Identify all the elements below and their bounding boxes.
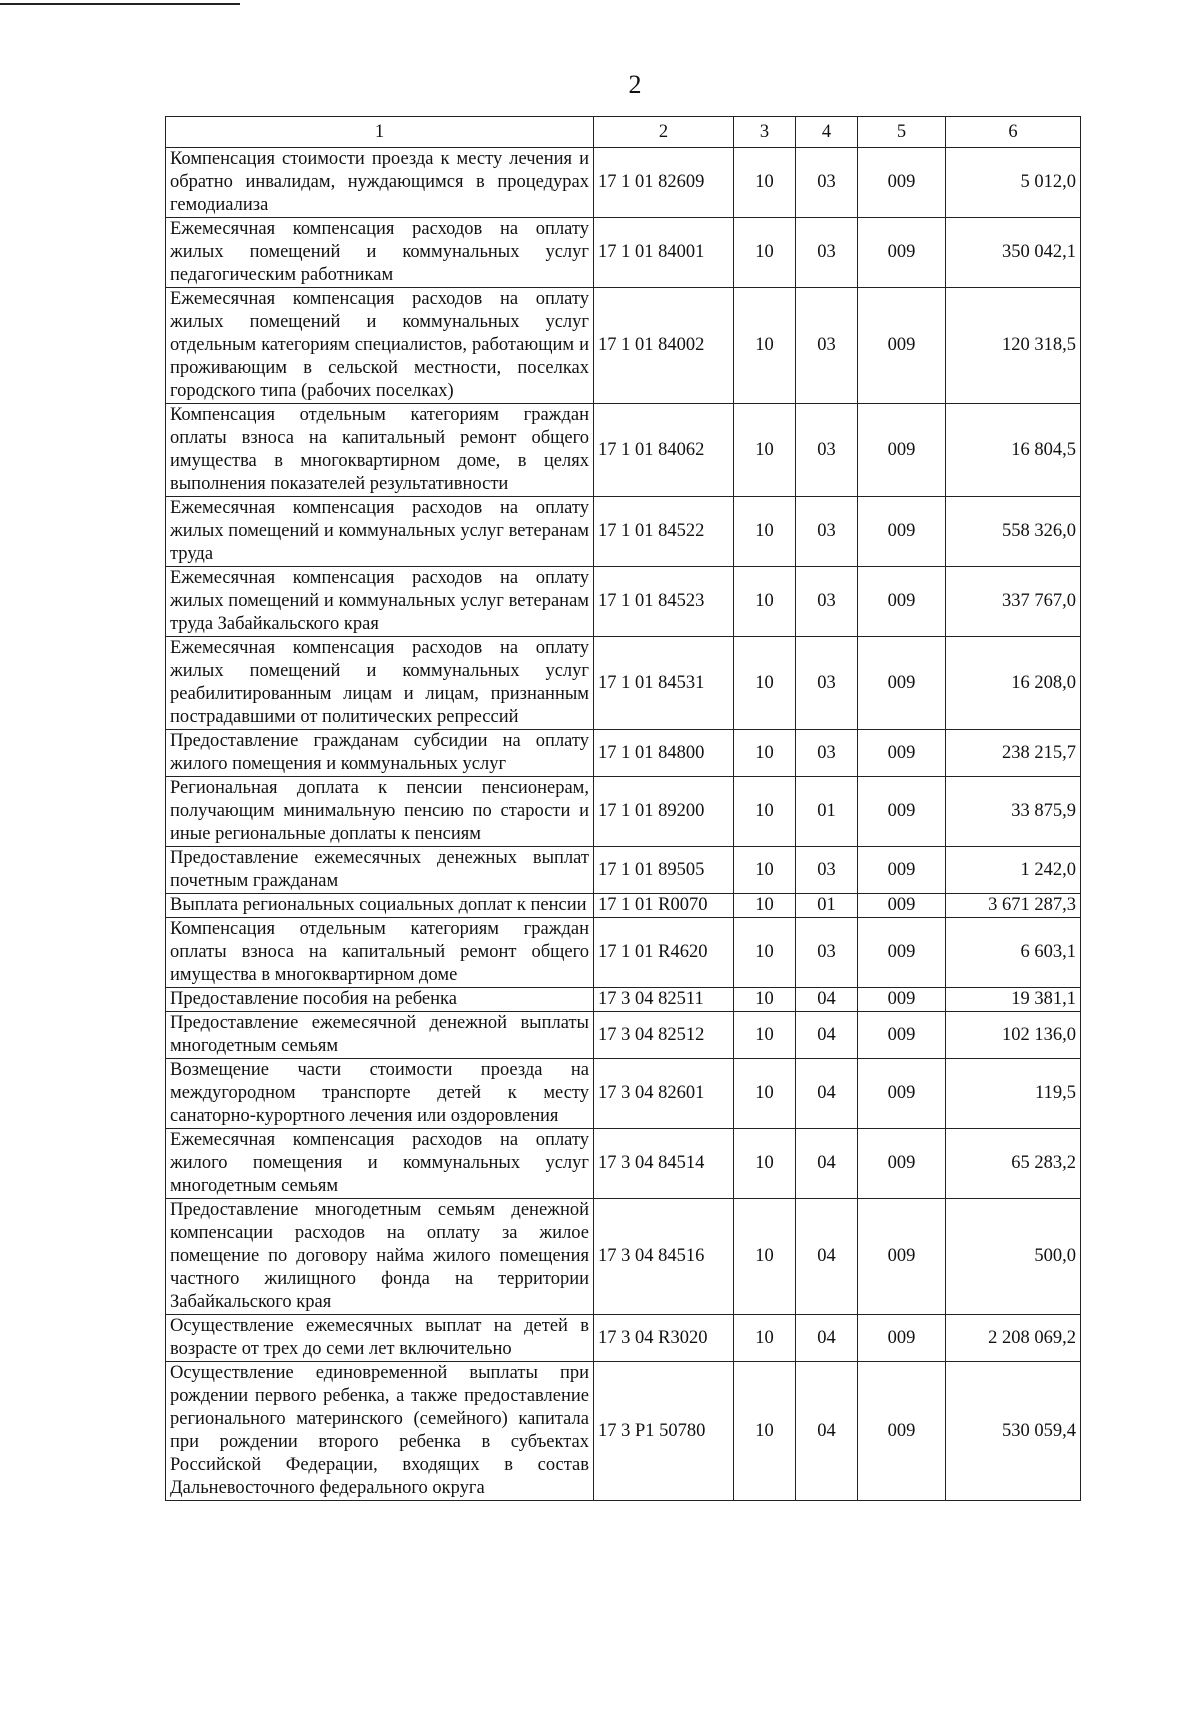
row-name-cell: Выплата региональных социальных доплат к пенсии — [166, 894, 594, 918]
row-amount-cell: 530 059,4 — [946, 1362, 1081, 1501]
table-row — [166, 218, 1081, 288]
row-type-cell: 009 — [858, 288, 946, 404]
row-name-cell: Ежемесячная компенсация расходов на оплату жилого помещения и коммунальных услуг многодетным семьям — [166, 1129, 594, 1199]
row-type-cell: 009 — [858, 918, 946, 988]
header-cell: 4 — [796, 117, 858, 148]
row-code-cell: 17 1 01 84531 — [594, 637, 734, 730]
row-amount-cell: 500,0 — [946, 1199, 1081, 1315]
row-code-cell: 17 1 01 89505 — [594, 847, 734, 894]
row-amount-cell: 19 381,1 — [946, 988, 1081, 1012]
row-subsection-cell: 03 — [796, 918, 858, 988]
row-amount-cell: 16 804,5 — [946, 404, 1081, 497]
header-cell: 1 — [166, 117, 594, 148]
row-name-cell: Ежемесячная компенсация расходов на оплату жилых помещений и коммунальных услуг ветеранам труда — [166, 497, 594, 567]
row-amount-cell: 33 875,9 — [946, 777, 1081, 847]
row-subsection-cell: 03 — [796, 637, 858, 730]
row-name-cell: Предоставление многодетным семьям денежной компенсации расходов на оплату за жилое помещение по договору найма жилого помещения частного жилищного фонда на территории Забайкальского края — [166, 1199, 594, 1315]
row-code-cell: 17 1 01 84001 — [594, 218, 734, 288]
row-code-cell: 17 1 01 84523 — [594, 567, 734, 637]
row-section-cell: 10 — [734, 637, 796, 730]
row-subsection-cell: 04 — [796, 1315, 858, 1362]
row-section-cell: 10 — [734, 847, 796, 894]
row-section-cell: 10 — [734, 730, 796, 777]
table-row — [166, 847, 1081, 894]
table-row — [166, 567, 1081, 637]
header-cell: 2 — [594, 117, 734, 148]
row-section-cell: 10 — [734, 1362, 796, 1501]
row-code-cell: 17 1 01 R0070 — [594, 894, 734, 918]
header-cell: 5 — [858, 117, 946, 148]
row-type-cell: 009 — [858, 637, 946, 730]
row-section-cell: 10 — [734, 777, 796, 847]
row-name-cell: Предоставление гражданам субсидии на оплату жилого помещения и коммунальных услуг — [166, 730, 594, 777]
row-name-cell: Возмещение части стоимости проезда на междугородном транспорте детей к месту санаторно-курортного лечения или оздоровления — [166, 1059, 594, 1129]
row-section-cell: 10 — [734, 918, 796, 988]
row-type-cell: 009 — [858, 1059, 946, 1129]
row-name-cell: Осуществление единовременной выплаты при рождении первого ребенка, а также предоставление регионального материнского (семейного) капитала при рождении второго ребенка в субъектах Российской Федерации, входящих в состав Дальневосточного федерального округа — [166, 1362, 594, 1501]
row-amount-cell: 119,5 — [946, 1059, 1081, 1129]
row-code-cell: 17 3 04 84516 — [594, 1199, 734, 1315]
row-amount-cell: 1 242,0 — [946, 847, 1081, 894]
row-subsection-cell: 01 — [796, 894, 858, 918]
row-subsection-cell: 04 — [796, 1129, 858, 1199]
row-section-cell: 10 — [734, 1012, 796, 1059]
table-row — [166, 497, 1081, 567]
row-code-cell: 17 3 04 84514 — [594, 1129, 734, 1199]
row-section-cell: 10 — [734, 148, 796, 218]
page-number: 2 — [628, 70, 642, 99]
row-name-cell: Ежемесячная компенсация расходов на оплату жилых помещений и коммунальных услуг отдельным категориям специалистов, работающим и проживающим в сельской местности, поселках городского типа (рабочих поселках) — [166, 288, 594, 404]
row-type-cell: 009 — [858, 1129, 946, 1199]
row-code-cell: 17 3 04 R3020 — [594, 1315, 734, 1362]
row-amount-cell: 16 208,0 — [946, 637, 1081, 730]
row-subsection-cell: 03 — [796, 847, 858, 894]
row-name-cell: Компенсация отдельным категориям граждан оплаты взноса на капитальный ремонт общего имущества в многоквартирном доме, в целях выполнения показателей результативности — [166, 404, 594, 497]
row-name-cell: Предоставление ежемесячной денежной выплаты многодетным семьям — [166, 1012, 594, 1059]
row-code-cell: 17 1 01 R4620 — [594, 918, 734, 988]
row-name-cell: Ежемесячная компенсация расходов на оплату жилых помещений и коммунальных услуг реабилитированным лицам и лицам, признанным пострадавшими от политических репрессий — [166, 637, 594, 730]
table-row — [166, 1059, 1081, 1129]
row-subsection-cell: 03 — [796, 497, 858, 567]
row-type-cell: 009 — [858, 1315, 946, 1362]
row-type-cell: 009 — [858, 1012, 946, 1059]
row-type-cell: 009 — [858, 894, 946, 918]
row-name-cell: Ежемесячная компенсация расходов на оплату жилых помещений и коммунальных услуг ветеранам труда Забайкальского края — [166, 567, 594, 637]
row-amount-cell: 102 136,0 — [946, 1012, 1081, 1059]
row-name-cell: Региональная доплата к пенсии пенсионерам, получающим минимальную пенсию по старости и иные региональные доплаты к пенсиям — [166, 777, 594, 847]
row-code-cell: 17 3 04 82512 — [594, 1012, 734, 1059]
table-row — [166, 1362, 1081, 1501]
row-code-cell: 17 1 01 89200 — [594, 777, 734, 847]
row-type-cell: 009 — [858, 567, 946, 637]
top-rule — [0, 3, 240, 5]
row-code-cell: 17 1 01 84800 — [594, 730, 734, 777]
row-amount-cell: 5 012,0 — [946, 148, 1081, 218]
row-amount-cell: 65 283,2 — [946, 1129, 1081, 1199]
row-type-cell: 009 — [858, 404, 946, 497]
table-row — [166, 730, 1081, 777]
row-section-cell: 10 — [734, 1315, 796, 1362]
row-type-cell: 009 — [858, 777, 946, 847]
table-row — [166, 894, 1081, 918]
header-cell: 3 — [734, 117, 796, 148]
table-row — [166, 918, 1081, 988]
row-amount-cell: 558 326,0 — [946, 497, 1081, 567]
table-row — [166, 1012, 1081, 1059]
table-row — [166, 404, 1081, 497]
table-row — [166, 637, 1081, 730]
row-code-cell: 17 1 01 84522 — [594, 497, 734, 567]
row-subsection-cell: 04 — [796, 1059, 858, 1129]
row-subsection-cell: 03 — [796, 148, 858, 218]
row-code-cell: 17 3 04 82511 — [594, 988, 734, 1012]
row-subsection-cell: 03 — [796, 730, 858, 777]
table-row — [166, 288, 1081, 404]
row-subsection-cell: 04 — [796, 988, 858, 1012]
row-subsection-cell: 04 — [796, 1199, 858, 1315]
row-subsection-cell: 03 — [796, 567, 858, 637]
row-type-cell: 009 — [858, 1199, 946, 1315]
table-row — [166, 1199, 1081, 1315]
row-section-cell: 10 — [734, 218, 796, 288]
row-section-cell: 10 — [734, 894, 796, 918]
row-name-cell: Компенсация отдельным категориям граждан оплаты взноса на капитальный ремонт общего имущества в многоквартирном доме — [166, 918, 594, 988]
row-section-cell: 10 — [734, 404, 796, 497]
row-type-cell: 009 — [858, 218, 946, 288]
row-name-cell: Предоставление пособия на ребенка — [166, 988, 594, 1012]
table-row — [166, 1129, 1081, 1199]
row-section-cell: 10 — [734, 1129, 796, 1199]
table-row — [166, 1315, 1081, 1362]
row-name-cell: Осуществление ежемесячных выплат на детей в возрасте от трех до семи лет включительно — [166, 1315, 594, 1362]
row-amount-cell: 6 603,1 — [946, 918, 1081, 988]
row-type-cell: 009 — [858, 730, 946, 777]
row-section-cell: 10 — [734, 497, 796, 567]
row-code-cell: 17 3 P1 50780 — [594, 1362, 734, 1501]
table-body — [166, 148, 1081, 1501]
row-type-cell: 009 — [858, 847, 946, 894]
row-code-cell: 17 1 01 82609 — [594, 148, 734, 218]
row-amount-cell: 3 671 287,3 — [946, 894, 1081, 918]
row-name-cell: Предоставление ежемесячных денежных выплат почетным гражданам — [166, 847, 594, 894]
row-subsection-cell: 03 — [796, 288, 858, 404]
table-row — [166, 777, 1081, 847]
row-code-cell: 17 3 04 82601 — [594, 1059, 734, 1129]
row-section-cell: 10 — [734, 1199, 796, 1315]
row-section-cell: 10 — [734, 288, 796, 404]
row-section-cell: 10 — [734, 567, 796, 637]
header-row — [166, 117, 1081, 148]
row-subsection-cell: 04 — [796, 1012, 858, 1059]
row-type-cell: 009 — [858, 1362, 946, 1501]
row-name-cell: Ежемесячная компенсация расходов на оплату жилых помещений и коммунальных услуг педагогическим работникам — [166, 218, 594, 288]
row-section-cell: 10 — [734, 1059, 796, 1129]
row-type-cell: 009 — [858, 148, 946, 218]
row-amount-cell: 337 767,0 — [946, 567, 1081, 637]
row-section-cell: 10 — [734, 988, 796, 1012]
row-amount-cell: 120 318,5 — [946, 288, 1081, 404]
row-code-cell: 17 1 01 84062 — [594, 404, 734, 497]
table-row — [166, 988, 1081, 1012]
header-cell: 6 — [946, 117, 1081, 148]
row-type-cell: 009 — [858, 988, 946, 1012]
row-name-cell: Компенсация стоимости проезда к месту лечения и обратно инвалидам, нуждающимся в процедурах гемодиализа — [166, 148, 594, 218]
row-amount-cell: 350 042,1 — [946, 218, 1081, 288]
row-type-cell: 009 — [858, 497, 946, 567]
row-subsection-cell: 01 — [796, 777, 858, 847]
row-amount-cell: 2 208 069,2 — [946, 1315, 1081, 1362]
budget-table — [165, 116, 1081, 1501]
row-subsection-cell: 03 — [796, 218, 858, 288]
row-amount-cell: 238 215,7 — [946, 730, 1081, 777]
row-code-cell: 17 1 01 84002 — [594, 288, 734, 404]
row-subsection-cell: 03 — [796, 404, 858, 497]
row-subsection-cell: 04 — [796, 1362, 858, 1501]
table-row — [166, 148, 1081, 218]
